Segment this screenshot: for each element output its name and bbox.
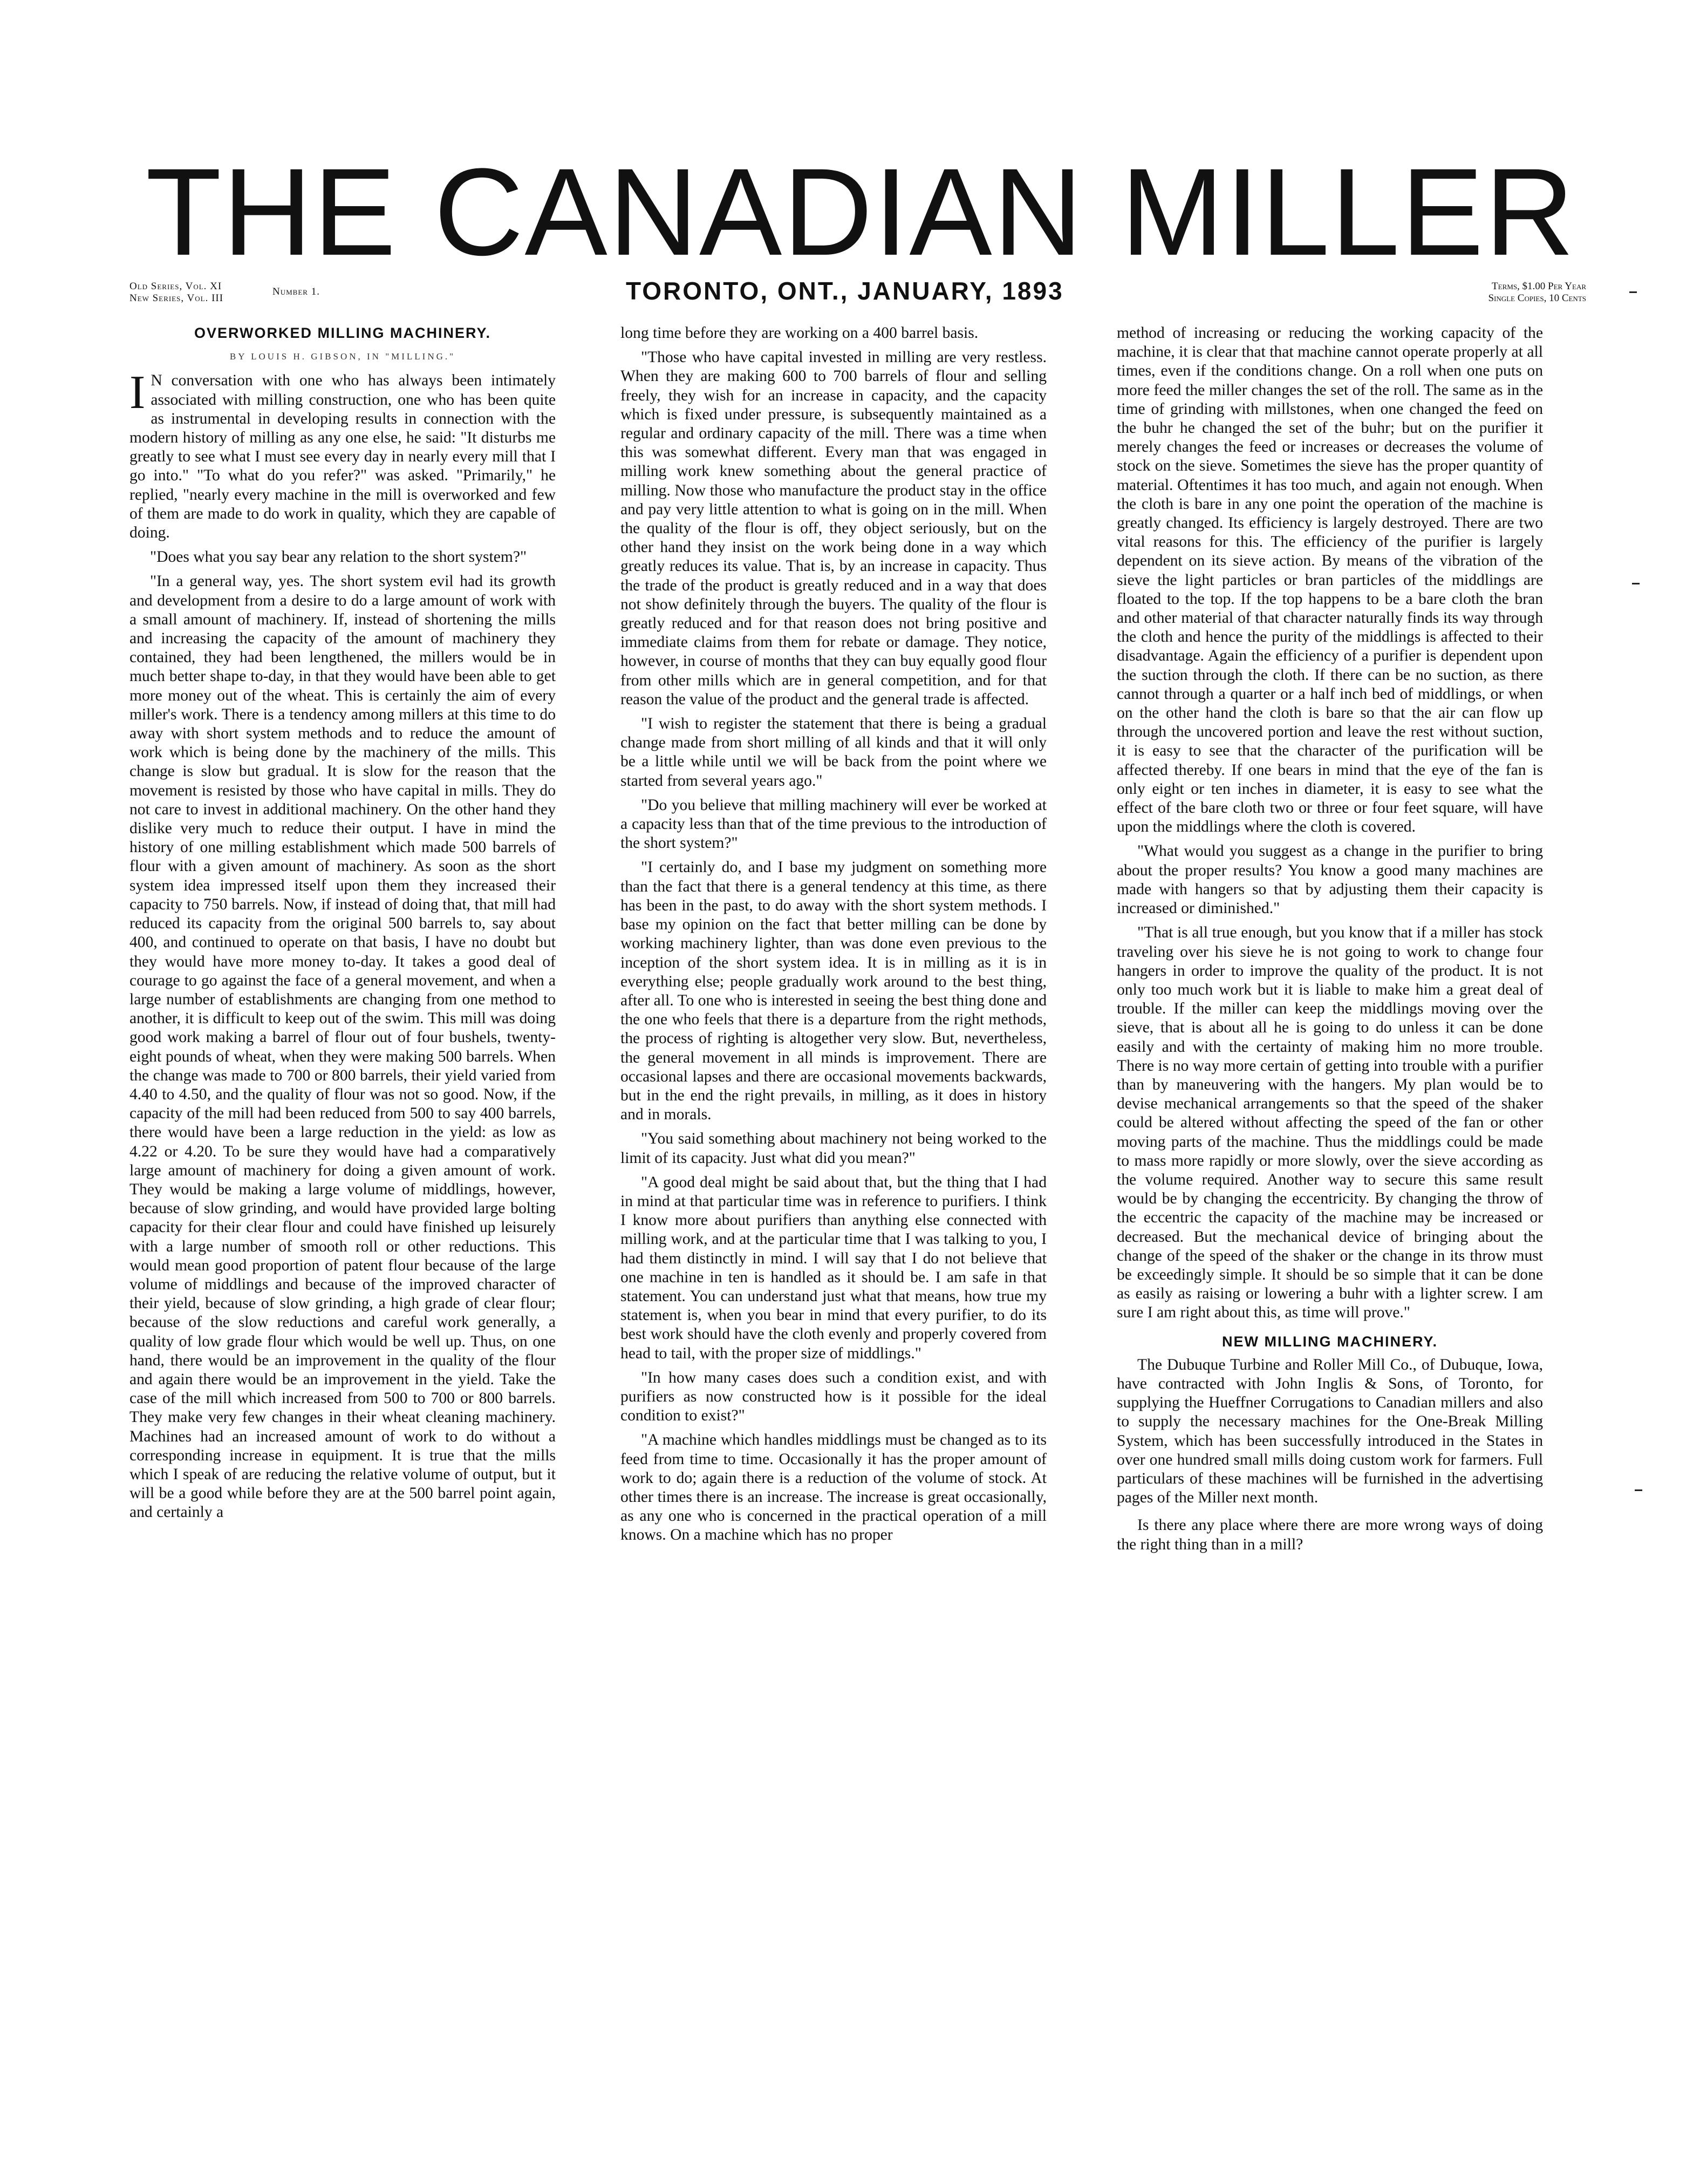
paragraph-text: N conversation with one who has always been intimately associated with milling construction, one who has been quite as instrumental in developing results in connection with the modern history of milling as any one else, he said: "It disturbs me greatly to see what I must see every day in nearly every mill that I go into." "To what do you refer?" was asked. "Primarily," he replied, "nearly every machine in the mill is overworked and few of them are made to do work in quality, which they are capable of doing. xyxy=(129,372,556,542)
article-body xyxy=(1117,1356,1543,1554)
article-headline: OVERWORKED MILLING MACHINERY. xyxy=(194,325,491,341)
masthead-title xyxy=(146,142,1575,281)
margin-mark xyxy=(1632,583,1640,584)
article-paragraph: "I certainly do, and I base my judgment on something more than the fact that there is a general tendency at this time, as there has been in the past, to do away with the short system methods. I base my opinion on the fact that better milling can be done by working machinery lighter, than was done even previous to the inception of the short system idea. It is in milling as it is in everything else; people gradually work around to the best thing, after all. To one who is interested in seeing the best thing done and the one who feels that there is a departure from the right methods, the process of righting is altogether very slow. But, nevertheless, the general movement in all minds is improvement. There are occasional lapses and there are occasional movements backwards, but in the end the right prevails, in milling, as it does in history and in morals. xyxy=(620,859,1047,1124)
article-paragraph: "Those who have capital invested in milling are very restless. When they are making 600 to 700 barrels of flour and selling freely, they wish for an increase in capacity, and the capacity which is fixed under pressure, is subsequently maintained as a regular and ordinary capacity of the mill. There was a time when this was somewhat different. Every man that was engaged in milling work knew something about the general practice of milling. Now those who manufacture the product stay in the office and pay very little attention to what is going on in the mill. When the quality of the flour is off, they object seriously, but on the other hand they insist on the work being done in a way which greatly reduces its value. That is, by an increase in capacity. Thus the trade of the product is greatly reduced and in a way that does not show definitely through the buyers. The quality of the flour is greatly reduced and for that reason does not bring positive and immediate claims from them for rebate or damage. They notice, however, in course of months that they can buy equally good flour from other mills which are in general competition, and for that reason the value of the product and the general trade is affected. xyxy=(620,349,1047,708)
issue-number: Number 1. xyxy=(272,286,320,297)
terms-single-copies: Single Copies, 10 Cents xyxy=(1488,292,1586,304)
article-byline: BY LOUIS H. GIBSON, IN "MILLING." xyxy=(229,351,456,362)
margin-mark xyxy=(1635,1489,1642,1491)
masthead-word: THE xyxy=(146,142,397,281)
drop-cap: I xyxy=(129,366,146,419)
column-3 xyxy=(1117,324,1543,1560)
article-paragraph: "A good deal might be said about that, but the thing that I had in mind at that particular time was in reference to purifiers. I think I know more about purifiers than anything else connected with milling work, and at the particular time that I was talking to you, I had them distinctly in mind. I will say that I do not believe that one machine in ten is handled as it should be. I am safe in that statement. You can understand just what that means, how true my statement is, when you bear in mind that every purifier, to do its best work should have the cloth evenly and properly covered from head to tail, with the proper size of middlings." xyxy=(620,1173,1047,1362)
margin-mark xyxy=(1629,291,1637,293)
article-paragraph: "Does what you say bear any relation to the short system?" xyxy=(150,548,527,566)
new-series: New Series, Vol. III xyxy=(129,292,224,304)
masthead-word: MILLER xyxy=(1121,142,1575,281)
article-paragraph: "Do you believe that milling machinery will ever be worked at a capacity less than that of the time previous to the introduction of the short system?" xyxy=(620,796,1047,852)
article-paragraph: "In how many cases does such a condition exist, and with purifiers as now constructed how is it possible for the ideal condition to exist?" xyxy=(620,1369,1047,1425)
article-paragraph: "That is all true enough, but you know that if a miller has stock traveling over his sieve he is not going to work to change four hangers in order to improve the quality of the product. It is not only too much work but it is liable to make him a great deal of trouble. If the miller can keep the middlings moving over the sieve, that is about all he is going to do unless it can be done easily and with the certainty of making him no more trouble. There is no way more certain of getting into trouble with a purifier than by maneuvering with the hangers. My plan would be to devise mechanical arrangements so that the speed of the shaker could be altered without affecting the speed of the fan or other moving parts of the machine. Thus the middlings could be made to mass more rapidly or more slowly, over the sieve according as the volume required. Another way to secure this same result would be by changing the eccentricity. By changing the throw of the eccentric the capacity of the machine may be increased or decreased. But the mechanical device of bringing about the change of the speed of the shaker or the change in its throw must be exceedingly simple. It should be so simple that it can be done as easily as raising or lowering a buhr with a lighter screw. I am sure I am right about this, as time will prove." xyxy=(1117,924,1543,1322)
dateline: TORONTO, ONT., JANUARY, 1893 xyxy=(626,277,1064,305)
series-info xyxy=(129,281,320,304)
old-series: Old Series, Vol. XI xyxy=(129,281,222,292)
article-paragraph: The Dubuque Turbine and Roller Mill Co., of Dubuque, Iowa, have contracted with John Inglis & Sons, of Toronto, for supplying the Hueffner Corrugations to Canadian millers and also to supply the necessary machines for the One-Break Milling System, which has been successfully introduced in the States in over one hundred small mills doing custom work for farmers. Full particulars of these machines will be furnished in the advertising pages of the Miller next month. xyxy=(1117,1356,1543,1507)
filler-paragraph: Is there any place where there are more wrong ways of doing the right thing than in a mill? xyxy=(1117,1516,1543,1553)
column-1 xyxy=(129,324,556,1528)
article-paragraph: "I wish to register the statement that there is being a gradual change made from short milling of all kinds and that it will only be a little while until we will be back from the point where we started from several years ago." xyxy=(620,715,1047,790)
article-paragraph: "What would you suggest as a change in the purifier to bring about the proper results? You know a good many machines are made with hangers so that by adjusting them their capacity is increased or diminished." xyxy=(1117,842,1543,917)
terms-price: Terms, $1.00 Per Year xyxy=(1492,281,1586,292)
masthead-word: CANADIAN xyxy=(434,142,1084,281)
article-headline: NEW MILLING MACHINERY. xyxy=(1222,1333,1438,1350)
article-paragraph: "You said something about machinery not being worked to the limit of its capacity. Just what did you mean?" xyxy=(620,1130,1047,1167)
article-paragraph: long time before they are working on a 400 barrel basis. xyxy=(620,324,979,342)
article-paragraph: "A machine which handles middlings must be changed as to its feed from time to time. Occasionally it has the proper amount of work to do; again there is a reduction of the volume of stock. At other times there is an increase. The increase is great occasionally, as any one who is concerned in the practical operation of a mill knows. On a machine which has no proper xyxy=(620,1431,1047,1544)
article-paragraph xyxy=(129,366,556,542)
article-paragraph: "In a general way, yes. The short system evil had its growth and development from a desire to do a large amount of work with a small amount of machinery. If, instead of shortening the mills and increasing the capacity of the amount of machinery they contained, they had been lengthened, the millers would be in much better shape to-day, in that they would have been able to get more money out of the wheat. This is certainly the aim of every miller's work. There is a tendency among millers at this time to do away with short system methods and to reduce the amount of work which is being done by the machinery of the mills. This change is slow but gradual. It is slow for the reason that the movement is resisted by those who have capital in mills. They do not care to invest in additional machinery. On the other hand they dislike very much to reduce their output. I have in mind the history of one milling establishment which made 500 barrels of flour with a given amount of machinery. As soon as the short system idea impressed itself upon them they increased their capacity to 750 barrels. Now, if instead of doing that, that mill had reduced its capacity from the original 500 barrels to, say about 400, and continued to operate on that basis, I have no doubt but they would have more money to-day. It takes a good deal of courage to go against the face of a general movement, and when a large number of establishments are changing from one method to another, it is difficult to keep out of the swim. This mill was doing good work making a barrel of flour out of four bushels, twenty-eight pounds of wheat, when they were making 500 barrels. When the change was made to 700 or 800 barrels, their yield varied from 4.40 to 4.50, and the quality of flour was not so good. Now, if the capacity of the mill had been reduced from 500 to say 400 barrels, there would have been a large reduction in the yield: as low as 4.22 or 4.20. To be sure they would have had a comparatively large amount of machinery for doing a given amount of work. They would be making a large volume of middlings, however, because of slow grinding, and would have provided large bolting capacity for their clear flour and could have finished up leisurely with a large number of smooth roll or other reductions. This would mean good proportion of patent flour because of the large volume of middlings and because of the improved character of their yield, because of slow grinding, a high grade of clear flour; because of the slow reductions and careful work generally, a quality of low grade flour which would be well up. Thus, on one hand, there would be an improvement in the quality of the flour and again there would be an improvement in the yield. Take the case of the mill which increased from 500 to 700 or 800 barrels. They make very few changes in their wheat cleaning machinery. Machines had an increased amount of work to do without a corresponding increase in equipment. It is true that the mills which I speak of are reducing the relative volume of output, but it will be a good while before they are at the 500 barrel point again, and certainly a xyxy=(129,573,556,1521)
subscription-terms xyxy=(1403,281,1586,304)
column-2 xyxy=(620,324,1047,1550)
article-paragraph: method of increasing or reducing the working capacity of the machine, it is clear that that machine cannot operate properly at all times, even if the conditions change. On a roll when one puts on more feed the miller changes the set of the roll. The same as in the time of grinding with millstones, when one changed the feed on the buhr he changed the set of the buhr; but on the purifier it merely changes the feed or increases or decreases the volume of stock on the sieve. Sometimes the sieve has the proper quantity of material. Oftentimes it has too much, and again not enough. When the cloth is bare in any one point the operation of the machine is greatly changed. Its efficiency is largely destroyed. There are two vital reasons for this. The efficiency of the purifier is largely dependent on its sieve action. By means of the vibration of the sieve the light particles or bran particles of the middlings are floated to the top. If the top happens to be a bare cloth the bran and other material of that character naturally finds its way through the cloth and hence the purity of the middlings is affected to their disadvantage. Again the efficiency of a purifier is dependent upon the suction through the cloth. If there can be no suction, as there cannot through a quarter or a half inch bed of middlings, or when on the other hand the cloth is bare so that the air can flow up through the uncovered portion and leave the rest without suction, it is easy to see that the character of the purification will be affected thereby. If one bears in mind that the eye of the fan is only eight or ten inches in diameter, it is easy to see what the effect of the bare cloth two or three or four feet square, will have upon the middlings where the cloth is covered. xyxy=(1117,324,1543,836)
